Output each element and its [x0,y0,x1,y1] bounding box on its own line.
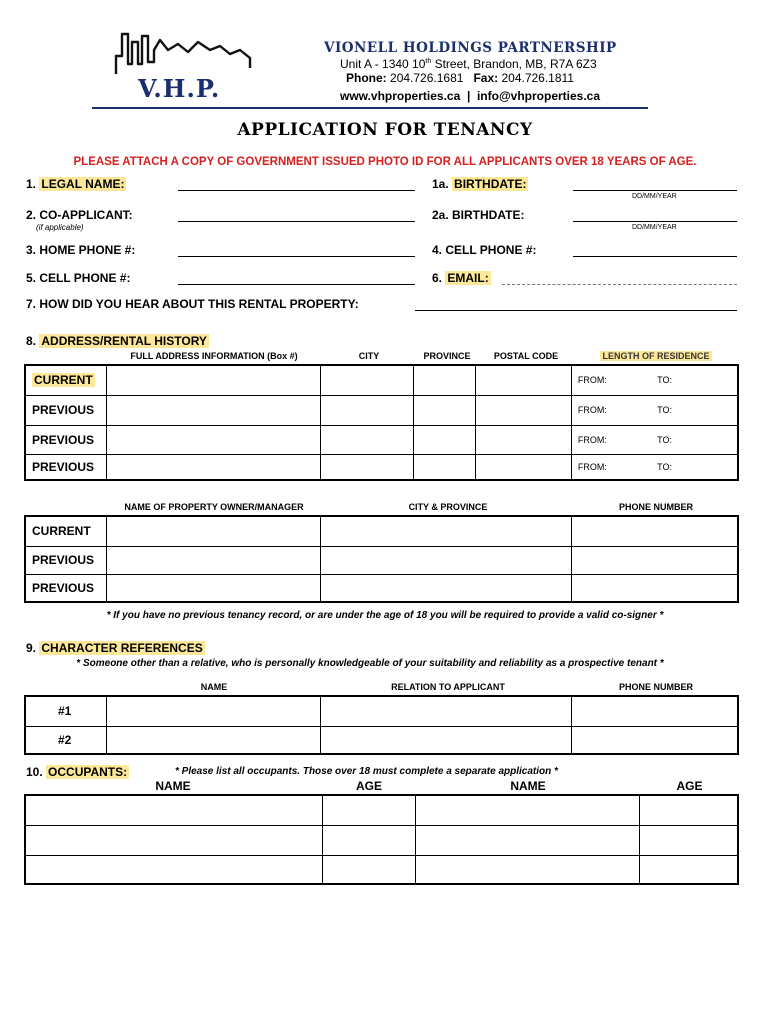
col-ref-phone: PHONE NUMBER [618,682,693,692]
occ-age-cell[interactable] [639,825,738,855]
email-input[interactable] [502,268,737,285]
city-cell[interactable] [320,365,414,395]
address-sup: th [425,58,432,65]
phone-value: 204.726.1681 [390,71,464,85]
occ-name-cell[interactable] [25,825,322,855]
col-length-text: LENGTH OF RESIDENCE [602,351,710,361]
occ-age-cell[interactable] [639,795,738,825]
co-signer-note: * If you have no previous tenancy record, or are under the age of 18 you will be required to provide a valid co-signer * [106,610,664,621]
field-number: 6. [432,271,443,285]
col-city-province: CITY & PROVINCE [408,502,488,512]
row-label: CURRENT [25,516,107,546]
table-row [25,855,738,884]
rental-history-table [24,364,739,481]
owner-cell[interactable] [107,546,320,574]
col-owner-phone: PHONE NUMBER [618,502,693,512]
table-row [25,546,738,574]
co-birthdate-hint: DD/MM/YEAR [632,224,677,231]
row-label: PREVIOUS [25,425,107,454]
company-address [340,57,597,71]
address-cell[interactable] [107,395,320,425]
section-title: CHARACTER REFERENCES [41,641,203,655]
occ-name-cell[interactable] [416,795,639,825]
occ-name-cell[interactable] [416,855,639,884]
occ-age-cell[interactable] [322,795,416,825]
email-label [432,271,491,285]
city-province-cell[interactable] [320,546,571,574]
co-applicant-label: 2. CO-APPLICANT: [26,208,133,222]
ref-phone-cell[interactable] [571,726,738,754]
section-10-heading [26,765,129,779]
table-row [25,825,738,855]
col-province: PROVINCE [423,351,471,361]
cell-phone-2-label: 5. CELL PHONE #: [26,271,131,285]
section-9-heading [26,641,205,655]
birthdate-label [432,177,528,191]
section-title: OCCUPANTS: [48,765,128,779]
occ-name-cell[interactable] [25,795,322,825]
website-link[interactable]: www.vhproperties.ca [340,89,461,103]
birthdate-input[interactable] [573,174,737,191]
referral-input[interactable] [415,294,737,311]
fax-label: Fax: [473,71,499,85]
phone-label: Phone: [346,71,387,85]
ref-name-cell[interactable] [107,696,320,726]
col-ref-name: NAME [200,682,228,692]
postal-cell[interactable] [476,365,572,395]
row-label: PREVIOUS [25,454,107,480]
address-part: Unit A - 1340 10 [340,57,426,71]
field-number: 1a. [432,177,449,191]
ref-relation-cell[interactable] [320,726,571,754]
company-name: VIONELL HOLDINGS PARTNERSHIP [324,40,617,56]
row-label [25,365,107,395]
to-cell[interactable]: TO: [651,395,738,425]
table-row [25,365,738,395]
table-row [25,454,738,480]
col-occ-name-2: NAME [510,779,546,793]
logo-text: V.H.P. [138,74,221,103]
from-cell[interactable]: FROM: [571,425,651,454]
address-cell[interactable] [107,365,320,395]
field-number: 1. [26,177,37,191]
occ-age-cell[interactable] [322,855,416,884]
phone-cell[interactable] [572,574,739,602]
province-cell[interactable] [414,425,476,454]
references-note: * Someone other than a relative, who is personally knowledgeable of your suitability and reliability as a prospective tenant * [76,658,664,669]
col-ref-relation: RELATION TO APPLICANT [391,682,505,692]
city-province-cell[interactable] [320,574,571,602]
cell-phone-label: 4. CELL PHONE #: [432,243,537,257]
photo-id-notice: PLEASE ATTACH A COPY OF GOVERNMENT ISSUED PHOTO ID FOR ALL APPLICANTS OVER 18 YEARS OF AGE. [73,156,697,168]
occ-age-cell[interactable] [639,855,738,884]
table-row [25,395,738,425]
owner-cell[interactable] [107,516,320,546]
owner-cell[interactable] [107,574,320,602]
occ-name-cell[interactable] [416,825,639,855]
section-number: 8. [26,334,37,348]
section-8-heading [26,334,209,348]
city-cell[interactable] [320,395,414,425]
legal-name-text: LEGAL NAME: [41,177,125,191]
province-cell[interactable] [414,365,476,395]
header-rule [92,107,648,109]
home-phone-input[interactable] [178,240,415,257]
birthdate-hint: DD/MM/YEAR [632,193,677,200]
co-birthdate-input[interactable] [573,205,737,222]
from-cell[interactable]: FROM: [571,395,651,425]
section-number: 9. [26,641,37,655]
section-title: ADDRESS/RENTAL HISTORY [41,334,207,348]
to-cell[interactable]: TO: [651,425,738,454]
vhp-skyline-logo [112,28,262,78]
row-label: #1 [25,696,107,726]
address-cell[interactable] [107,425,320,454]
col-postal-code: POSTAL CODE [493,351,559,361]
separator: | [466,89,471,103]
section-number: 10. [26,765,43,779]
postal-cell[interactable] [476,425,572,454]
landlord-table [24,515,739,603]
row-label: PREVIOUS [25,574,107,602]
table-row [25,574,738,602]
phone-cell[interactable] [572,516,739,546]
col-owner-manager: NAME OF PROPERTY OWNER/MANAGER [124,502,304,512]
to-cell[interactable]: TO: [651,454,738,480]
co-applicant-input[interactable] [178,205,415,222]
occ-name-cell[interactable] [25,855,322,884]
table-row [25,425,738,454]
from-cell[interactable]: FROM: [571,454,651,480]
referral-label: 7. HOW DID YOU HEAR ABOUT THIS RENTAL PROPERTY: [26,297,359,311]
legal-name-input[interactable] [178,174,415,191]
city-cell[interactable] [320,425,414,454]
col-occ-age-2: AGE [676,779,703,793]
references-table [24,695,739,755]
co-birthdate-label: 2a. BIRTHDATE: [432,208,525,222]
occupants-note: * Please list all occupants. Those over 18 must complete a separate application * [175,766,558,777]
form-title: APPLICATION FOR TENANCY [237,120,533,140]
legal-name-label [26,177,126,191]
province-cell[interactable] [414,454,476,480]
fax-value: 204.726.1811 [501,71,574,85]
table-row [25,795,738,825]
col-city: CITY [358,351,380,361]
address-part-2: Street, Brandon, MB, R7A 6Z3 [431,57,597,71]
row-label: #2 [25,726,107,754]
postal-cell[interactable] [476,454,572,480]
ref-relation-cell[interactable] [320,696,571,726]
occ-age-cell[interactable] [322,825,416,855]
email-link[interactable]: info@vhproperties.ca [476,89,601,103]
to-cell[interactable]: TO: [651,365,738,395]
table-row [25,696,738,726]
city-province-cell[interactable] [320,516,571,546]
cell-phone-2-input[interactable] [178,268,415,285]
col-length-residence [574,351,738,361]
table-row [25,726,738,754]
occupants-table [24,794,739,885]
postal-cell[interactable] [476,395,572,425]
email-text: EMAIL: [447,271,489,285]
city-cell[interactable] [320,454,414,480]
phone-cell[interactable] [572,546,739,574]
col-occ-age-1: AGE [355,779,382,793]
from-cell[interactable]: FROM: [571,365,651,395]
row-label: PREVIOUS [25,395,107,425]
home-phone-label: 3. HOME PHONE #: [26,243,136,257]
address-cell[interactable] [107,454,320,480]
company-web-email [340,89,600,103]
table-row [25,516,738,546]
row-label-text: CURRENT [34,373,93,388]
ref-name-cell[interactable] [107,726,320,754]
col-full-address: FULL ADDRESS INFORMATION (Box #) [130,351,298,361]
co-applicant-sub: (if applicable) [36,223,84,232]
cell-phone-input[interactable] [573,240,737,257]
ref-phone-cell[interactable] [571,696,738,726]
province-cell[interactable] [414,395,476,425]
col-occ-name-1: NAME [155,779,191,793]
row-label: PREVIOUS [25,546,107,574]
birthdate-text: BIRTHDATE: [454,177,527,191]
company-phone-fax [346,71,574,85]
